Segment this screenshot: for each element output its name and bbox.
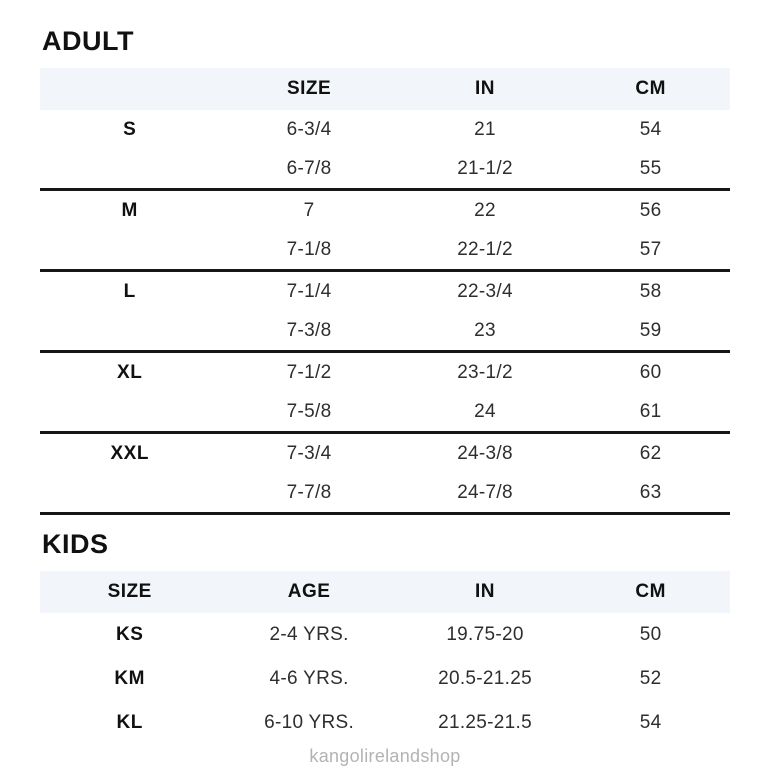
cm-cell: 59: [639, 319, 662, 341]
hat-size-cell: 7-5/8: [286, 400, 332, 422]
adult-size-group-l: [40, 272, 730, 353]
adult-size-group-m: [40, 191, 730, 272]
table-row: [40, 353, 730, 392]
adult-table-header: [40, 68, 730, 110]
hat-size-cell: 7-3/8: [286, 319, 332, 341]
hat-size-cell: 7-1/8: [286, 238, 332, 260]
inches-cell: 21-1/2: [457, 157, 513, 179]
hat-size-cell: 7-1/2: [286, 361, 332, 383]
inches-cell: 23: [474, 319, 496, 341]
table-row: [40, 191, 730, 230]
cm-cell: 55: [639, 157, 662, 179]
size-label-cell: M: [121, 199, 138, 221]
table-row: [40, 149, 730, 188]
cm-cell: 58: [639, 280, 662, 302]
inches-cell: 22: [474, 199, 496, 221]
column-header-cm: CM: [635, 78, 666, 100]
inches-cell: 22-1/2: [457, 238, 513, 260]
cm-cell: 63: [639, 481, 662, 503]
inches-cell: 21: [474, 118, 496, 140]
hat-size-cell: 6-7/8: [286, 157, 332, 179]
shop-watermark: kangolirelandshop: [309, 746, 461, 767]
column-header-in: IN: [475, 581, 496, 603]
table-row: [40, 230, 730, 269]
inches-cell: 24-3/8: [457, 442, 513, 464]
cm-cell: 50: [639, 624, 662, 646]
size-label-cell: XL: [117, 361, 143, 383]
kids-size-cell: KL: [116, 712, 143, 734]
kids-section-title: KIDS: [42, 529, 109, 560]
cm-cell: 62: [639, 442, 662, 464]
kids-table-header: [40, 571, 730, 613]
cm-cell: 52: [639, 668, 662, 690]
inches-cell: 24-7/8: [457, 481, 513, 503]
hat-size-cell: 7: [303, 199, 315, 221]
adult-size-group-s: [40, 110, 730, 191]
column-header-in: IN: [475, 78, 496, 100]
age-cell: 4-6 YRS.: [269, 668, 349, 690]
adult-size-group-xl: [40, 353, 730, 434]
hat-size-cell: 7-3/4: [286, 442, 332, 464]
age-cell: 6-10 YRS.: [264, 712, 355, 734]
age-cell: 2-4 YRS.: [269, 624, 349, 646]
column-header-cm: CM: [635, 581, 666, 603]
cm-cell: 54: [639, 712, 662, 734]
inches-cell: 21.25-21.5: [438, 712, 532, 734]
adult-section-title: ADULT: [42, 26, 134, 56]
table-row: [40, 473, 730, 512]
column-header-size: SIZE: [107, 581, 152, 603]
adult-size-group-xxl: [40, 434, 730, 515]
size-label-cell: L: [123, 280, 136, 302]
hat-size-cell: 7-7/8: [286, 481, 332, 503]
table-row: [40, 701, 730, 745]
table-row: [40, 311, 730, 350]
size-label-cell: XXL: [110, 442, 149, 464]
inches-cell: 22-3/4: [457, 280, 513, 302]
kids-size-cell: KM: [114, 668, 145, 690]
column-header-size: SIZE: [286, 78, 332, 100]
hat-size-cell: 7-1/4: [286, 280, 332, 302]
hat-size-cell: 6-3/4: [286, 118, 332, 140]
adult-size-table: [40, 68, 730, 515]
cm-cell: 56: [639, 199, 662, 221]
table-row: [40, 110, 730, 149]
table-row: [40, 613, 730, 657]
inches-cell: 23-1/2: [457, 361, 513, 383]
cm-cell: 60: [639, 361, 662, 383]
inches-cell: 24: [474, 400, 496, 422]
table-row: [40, 657, 730, 701]
size-label-cell: S: [123, 118, 137, 140]
column-header-age: AGE: [287, 581, 331, 603]
cm-cell: 61: [639, 400, 662, 422]
cm-cell: 54: [639, 118, 662, 140]
inches-cell: 19.75-20: [446, 624, 524, 646]
table-row: [40, 434, 730, 473]
kids-size-cell: KS: [115, 624, 144, 646]
inches-cell: 20.5-21.25: [438, 668, 532, 690]
table-row: [40, 392, 730, 431]
table-row: [40, 272, 730, 311]
cm-cell: 57: [639, 238, 662, 260]
kids-size-table: [40, 571, 730, 745]
